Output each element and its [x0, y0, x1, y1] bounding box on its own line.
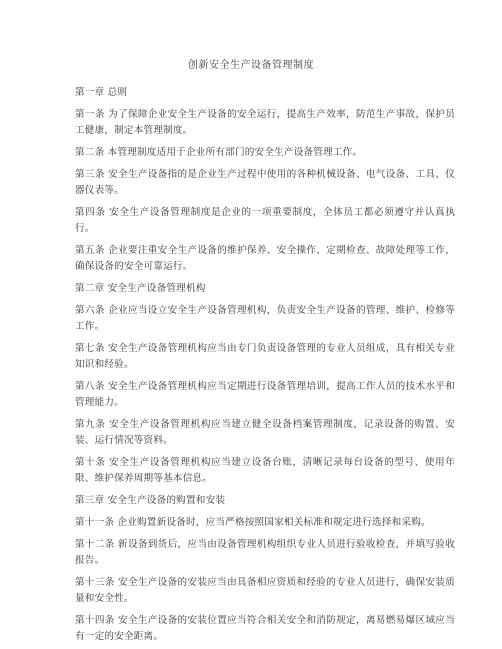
article-paragraph: 第六条 企业应当设立安全生产设备管理机构，负责安全生产设备的管理、维护、检修等工作。	[75, 305, 455, 332]
article-paragraph: 第十四条 安全生产设备的安装位置应当符合相关安全和消防规定，离易燃易爆区域应当有一定的安全距离。	[75, 615, 455, 642]
article-paragraph: 第三条 安全生产设备指的是企业生产过程中使用的各种机械设备、电气设备、工具、仪器仪表等。	[75, 169, 455, 196]
article-paragraph: 第十二条 新设备到货后，应当由设备管理机构组织专业人员进行验收检查，并填写验收报告。	[75, 539, 455, 566]
article-paragraph: 第七条 安全生产设备管理机构应当由专门负责设备管理的专业人员组成，具有相关专业知识和经验。	[75, 343, 455, 370]
document-title: 创新安全生产设备管理制度	[188, 60, 314, 71]
article-paragraph: 第十三条 安全生产设备的安装应当由具备相应资质和经验的专业人员进行，确保安装质量和安全性。	[75, 577, 455, 604]
article-paragraph: 第八条 安全生产设备管理机构应当定期进行设备管理培训，提高工作人员的技术水平和管理能力。	[75, 381, 455, 408]
chapter-heading: 第二章 安全生产设备管理机构	[75, 283, 206, 294]
article-paragraph: 第四条 安全生产设备管理制度是企业的一项重要制度，全体员工都必须遵守并认真执行。	[75, 207, 455, 234]
article-paragraph: 第十条 安全生产设备管理机构应当建立设备台账，清晰记录每台设备的型号、使用年限、维护保养周期等基本信息。	[75, 457, 455, 484]
chapter-heading: 第一章 总则	[75, 87, 128, 98]
article-paragraph: 第五条 企业要注重安全生产设备的维护保养、安全操作、定期检查、故障处理等工作，确保设备的安全可靠运行。	[75, 245, 455, 272]
chapter-heading: 第三章 安全生产设备的购置和安装	[75, 495, 226, 506]
article-paragraph: 第十一条 企业购置新设备时，应当严格按照国家相关标准和规定进行选择和采购。	[75, 517, 431, 528]
article-paragraph: 第九条 安全生产设备管理机构应当建立健全设备档案管理制度，记录设备的购置、安装、运行情况等资料。	[75, 419, 455, 446]
article-paragraph: 第一条 为了保障企业安全生产设备的安全运行，提高生产效率，防范生产事故，保护员工健康，制定本管理制度。	[75, 109, 455, 136]
article-paragraph: 第二条 本管理制度适用于企业所有部门的安全生产设备管理工作。	[75, 147, 363, 158]
